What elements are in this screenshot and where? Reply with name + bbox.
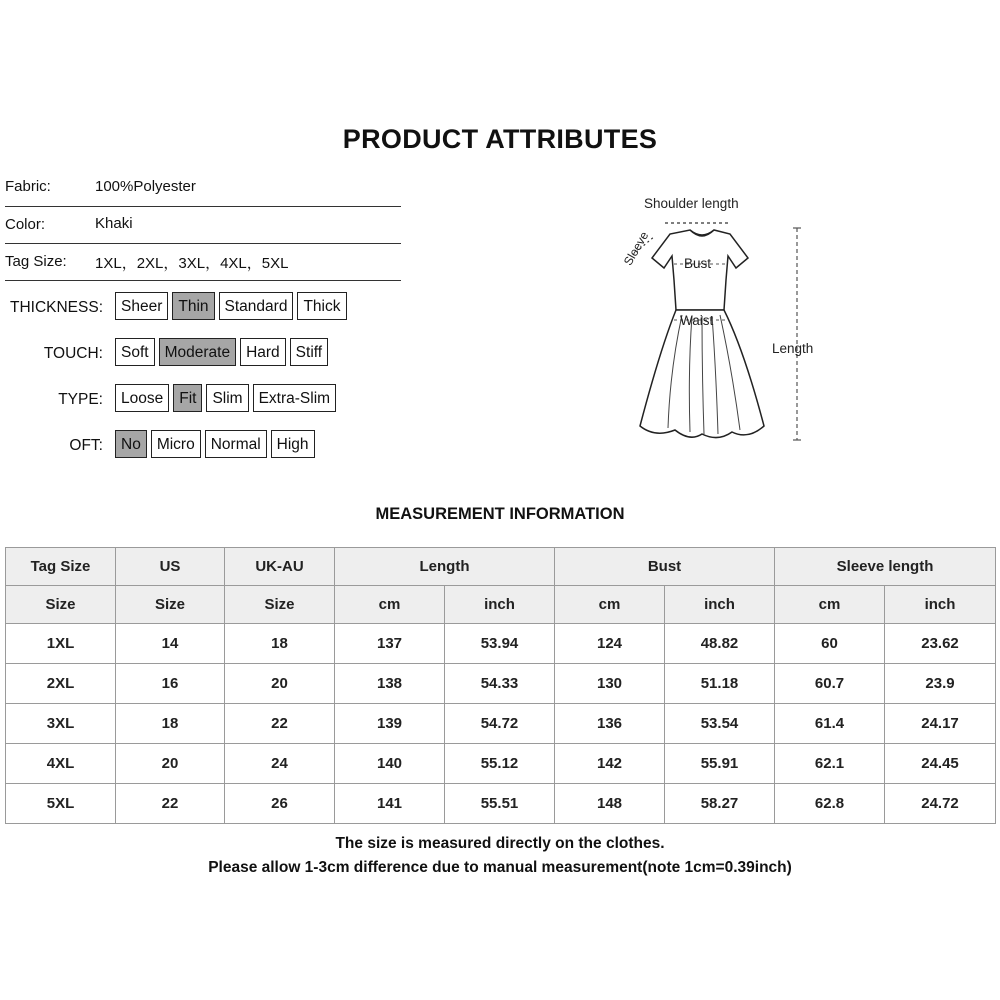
header-cell: Bust <box>555 548 775 586</box>
attribute-options <box>115 338 328 366</box>
header-cell: inch <box>665 586 775 624</box>
attribute-options <box>115 430 315 458</box>
table-cell: 137 <box>335 624 445 664</box>
option-chip[interactable]: Thick <box>297 292 346 320</box>
note-line-1: The size is measured directly on the clothes. <box>335 835 665 852</box>
table-cell: 2XL <box>6 664 116 704</box>
table-cell: 1XL <box>6 624 116 664</box>
table-cell: 48.82 <box>665 624 775 664</box>
table-cell: 18 <box>225 624 335 664</box>
table-cell: 23.62 <box>885 624 996 664</box>
option-chip[interactable]: Loose <box>115 384 169 412</box>
table-cell: 54.33 <box>445 664 555 704</box>
table-cell: 142 <box>555 744 665 784</box>
option-chip[interactable]: Thin <box>172 292 214 320</box>
table-cell: 4XL <box>6 744 116 784</box>
attribute-label: TOUCH: <box>43 345 103 362</box>
table-cell: 55.12 <box>445 744 555 784</box>
info-label: Tag Size: <box>5 253 67 270</box>
table-row <box>6 744 996 784</box>
header-cell: Size <box>116 586 225 624</box>
table-cell: 20 <box>116 744 225 784</box>
table-cell: 60.7 <box>775 664 885 704</box>
table-cell: 22 <box>116 784 225 824</box>
table-cell: 130 <box>555 664 665 704</box>
info-row-fabric <box>5 170 401 207</box>
option-chip[interactable]: Stiff <box>290 338 328 366</box>
option-chip[interactable]: Normal <box>205 430 267 458</box>
table-cell: 60 <box>775 624 885 664</box>
table-cell: 55.51 <box>445 784 555 824</box>
info-value: Khaki <box>95 215 133 232</box>
table-row <box>6 784 996 824</box>
option-chip[interactable]: Slim <box>206 384 248 412</box>
header-cell: Sleeve length <box>775 548 996 586</box>
shoulder-label: Shoulder length <box>644 196 739 211</box>
info-value: 1XL，2XL，3XL，4XL，5XL <box>95 255 289 272</box>
table-cell: 136 <box>555 704 665 744</box>
info-value: 100%Polyester <box>95 178 196 195</box>
option-chip[interactable]: Micro <box>151 430 201 458</box>
option-chip[interactable]: Extra-Slim <box>253 384 336 412</box>
table-cell: 14 <box>116 624 225 664</box>
table-cell: 141 <box>335 784 445 824</box>
table-cell: 20 <box>225 664 335 704</box>
table-cell: 24.72 <box>885 784 996 824</box>
dress-illustration <box>600 190 840 450</box>
bust-label: Bust <box>684 256 712 271</box>
header-cell: Tag Size <box>6 548 116 586</box>
table-cell: 18 <box>116 704 225 744</box>
header-cell: inch <box>445 586 555 624</box>
page-title: PRODUCT ATTRIBUTES <box>342 124 658 154</box>
attribute-label: TYPE: <box>58 391 103 408</box>
length-label: Length <box>772 341 814 356</box>
waist-label: Waist <box>680 313 714 328</box>
table-cell: 61.4 <box>775 704 885 744</box>
table-subheader-row <box>6 586 996 624</box>
dress-diagram <box>600 190 840 450</box>
measurement-title: MEASUREMENT INFORMATION <box>375 505 625 523</box>
table-cell: 124 <box>555 624 665 664</box>
option-chip[interactable]: No <box>115 430 147 458</box>
table-cell: 24 <box>225 744 335 784</box>
header-cell: Size <box>225 586 335 624</box>
header-cell: Length <box>335 548 555 586</box>
sleeve-label: Sleeve <box>620 229 652 268</box>
option-chip[interactable]: Hard <box>240 338 286 366</box>
table-cell: 16 <box>116 664 225 704</box>
table-cell: 23.9 <box>885 664 996 704</box>
option-chip[interactable]: Soft <box>115 338 155 366</box>
attribute-options <box>115 292 347 320</box>
table-cell: 22 <box>225 704 335 744</box>
info-row-tag-size <box>5 244 401 281</box>
table-cell: 148 <box>555 784 665 824</box>
option-chip[interactable]: Moderate <box>159 338 236 366</box>
measurement-table <box>5 547 996 824</box>
option-chip[interactable]: Fit <box>173 384 202 412</box>
table-cell: 51.18 <box>665 664 775 704</box>
option-chip[interactable]: High <box>271 430 315 458</box>
header-cell: US <box>116 548 225 586</box>
info-label: Fabric: <box>5 178 51 195</box>
note-line-2: Please allow 1-3cm difference due to manual measurement(note 1cm=0.39inch) <box>208 859 792 876</box>
header-cell: cm <box>335 586 445 624</box>
table-row <box>6 624 996 664</box>
option-chip[interactable]: Standard <box>219 292 294 320</box>
table-cell: 5XL <box>6 784 116 824</box>
header-cell: inch <box>885 586 996 624</box>
table-cell: 54.72 <box>445 704 555 744</box>
header-cell: cm <box>555 586 665 624</box>
header-cell: UK-AU <box>225 548 335 586</box>
table-header-row <box>6 548 996 586</box>
attribute-label: OFT: <box>69 437 103 454</box>
table-cell: 53.54 <box>665 704 775 744</box>
table-row <box>6 704 996 744</box>
divider <box>5 280 401 281</box>
info-row-color <box>5 207 401 244</box>
header-cell: cm <box>775 586 885 624</box>
table-cell: 139 <box>335 704 445 744</box>
attribute-options <box>115 384 336 412</box>
table-cell: 58.27 <box>665 784 775 824</box>
header-cell: Size <box>6 586 116 624</box>
table-cell: 3XL <box>6 704 116 744</box>
option-chip[interactable]: Sheer <box>115 292 168 320</box>
table-cell: 24.17 <box>885 704 996 744</box>
table-cell: 26 <box>225 784 335 824</box>
attribute-label: THICKNESS: <box>9 299 103 316</box>
info-label: Color: <box>5 216 46 233</box>
table-cell: 138 <box>335 664 445 704</box>
table-row <box>6 664 996 704</box>
table-cell: 24.45 <box>885 744 996 784</box>
table-cell: 53.94 <box>445 624 555 664</box>
table-cell: 55.91 <box>665 744 775 784</box>
table-cell: 140 <box>335 744 445 784</box>
table-cell: 62.1 <box>775 744 885 784</box>
table-cell: 62.8 <box>775 784 885 824</box>
